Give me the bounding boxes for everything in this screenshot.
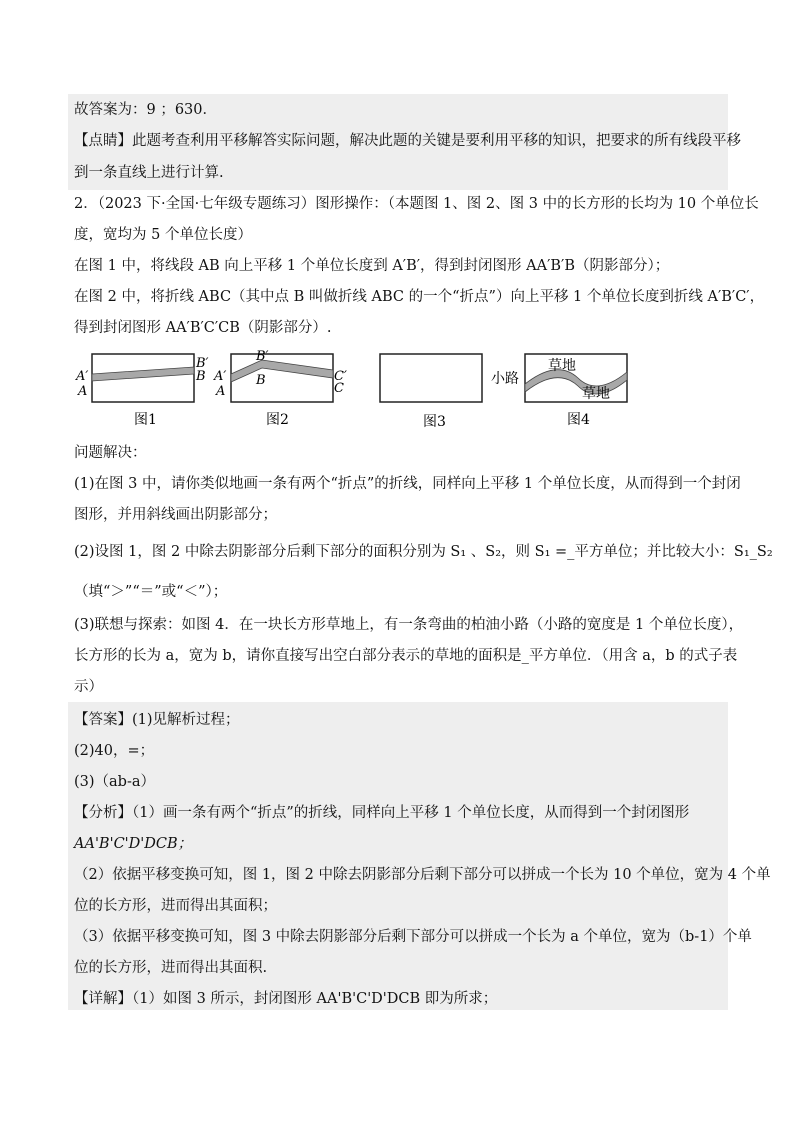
figure-2-label-b-prime: B′ — [256, 349, 269, 364]
question-fig2-text-1: 在图 2 中，将折线 ABC（其中点 B 叫做折线 ABC 的一个“折点”）向上平移 1 个单位长度到折线 A′B′C′， — [74, 289, 765, 305]
question-header-1: 2．（2023 下·全国·七年级专题练习）图形操作：（本题图 1、图 2、图 3 中的长方形的长均为 10 个单位长 — [74, 196, 759, 212]
figure-1 — [75, 354, 209, 428]
figure-3-caption: 图3 — [423, 414, 446, 430]
figure-1-label-b-prime: B′ — [196, 356, 209, 371]
part2-line-2: （填“＞”“＝”或“＜”）； — [74, 584, 228, 600]
part2-line-1: (2)设图 1，图 2 中除去阴影部分后剩下部分的面积分别为 S₁ 、S₂，则 S₁ =_平方单位；并比较大小：S₁_S₂ — [74, 544, 773, 560]
part1-line-1: (1)在图 3 中，请你类似地画一条有两个“折点”的折线，同样向上平移 1 个单位长度，从而得到一个封闭 — [74, 476, 741, 492]
figure-2-shaded-band — [231, 360, 333, 382]
figure-2-label-a-prime: A′ — [214, 369, 227, 384]
figure-4-road — [525, 370, 627, 394]
question-fig2-text-2: 得到封闭图形 AA′B′C′CB（阴影部分）. — [74, 320, 332, 336]
figure-1-label-b: B — [196, 369, 206, 384]
answer-part3: (3)（ab-a） — [74, 774, 156, 790]
figure-1-shaded-band — [92, 367, 194, 381]
figure-2 — [213, 349, 347, 428]
part3-line-1: (3)联想与探索：如图 4．在一块长方形草地上，有一条弯曲的柏油小路（小路的宽度是 1 个单位长度）， — [74, 617, 744, 633]
answer-heading-line: 【答案】(1)见解析过程； — [74, 712, 240, 728]
figure-2-label-a: A — [216, 384, 226, 399]
figure-2-label-b: B — [256, 373, 266, 388]
figures-row — [0, 340, 800, 440]
figure-1-caption: 图1 — [134, 412, 157, 428]
answer-line: 故答案为：9 ；630． — [74, 102, 218, 118]
part3-line-3: 示） — [74, 679, 103, 695]
analysis-line-6: 位的长方形，进而得出其面积. — [74, 960, 268, 976]
analysis-line-2: AA'B'C'D'DCB； — [74, 836, 193, 852]
figure-4-label-grass-bottom: 草地 — [582, 386, 610, 402]
figure-4-caption: 图4 — [567, 412, 590, 428]
figure-2-label-c-prime: C′ — [334, 369, 347, 384]
question-fig1-text: 在图 1 中，将线段 AB 向上平移 1 个单位长度到 A′B′，得到封闭图形 AA′B′B（阴影部分）； — [74, 258, 670, 274]
problem-solving-heading: 问题解决： — [74, 445, 147, 461]
figure-2-caption: 图2 — [266, 412, 289, 428]
figure-3 — [380, 354, 482, 430]
figure-4 — [491, 354, 627, 428]
figure-2-label-c: C — [334, 381, 344, 396]
part1-line-2: 图形，并用斜线画出阴影部分； — [74, 507, 277, 523]
answer-part2: (2)40，=； — [74, 743, 155, 759]
comment-line-2: 到一条直线上进行计算. — [74, 165, 224, 181]
figure-4-label-road: 小路 — [491, 371, 519, 387]
analysis-line-1: 【分析】（1）画一条有两个“折点”的折线，同样向上平移 1 个单位长度，从而得到一个封闭图形 — [74, 805, 690, 821]
question-header-2: 度，宽均为 5 个单位长度） — [74, 227, 252, 243]
analysis-line-3: （2）依据平移变换可知，图 1，图 2 中除去阴影部分后剩下部分可以拼成一个长为 10 个单位，宽为 4 个单 — [74, 867, 771, 883]
figure-1-label-a-prime: A′ — [76, 369, 89, 384]
figure-4-label-grass-top: 草地 — [548, 358, 576, 374]
analysis-line-4: 位的长方形，进而得出其面积； — [74, 898, 277, 914]
figure-1-label-a: A — [78, 384, 88, 399]
part3-line-2: 长方形的长为 a，宽为 b，请你直接写出空白部分表示的草地的面积是_平方单位．（用含 a，b 的式子表 — [74, 648, 738, 664]
detail-line-1: 【详解】（1）如图 3 所示，封闭图形 AA'B'C'D'DCB 即为所求； — [74, 991, 498, 1007]
comment-line-1: 【点睛】此题考查利用平移解答实际问题，解决此题的关键是要利用平移的知识，把要求的所有线段平移 — [74, 133, 741, 149]
analysis-line-5: （3）依据平移变换可知，图 3 中除去阴影部分后剩下部分可以拼成一个长为 a 个单位，宽为（b-1）个单 — [74, 929, 752, 945]
